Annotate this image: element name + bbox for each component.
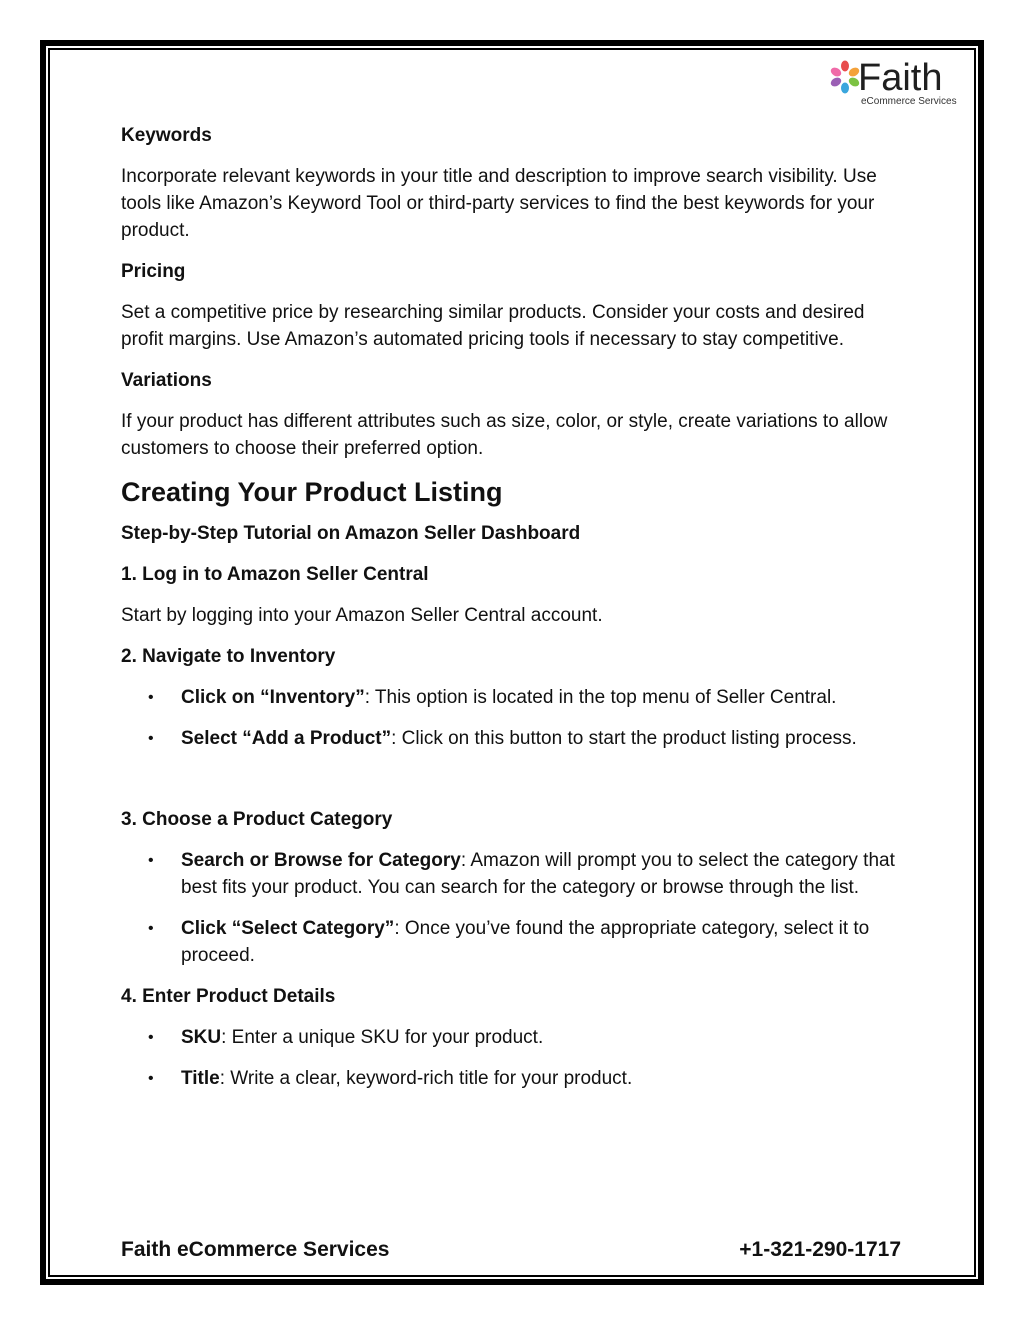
list-item: [121, 1065, 911, 1092]
list-item: [121, 684, 911, 711]
listing-subtitle: Step-by-Step Tutorial on Amazon Seller Dashboard: [121, 523, 581, 544]
flower-logo-icon: [830, 60, 860, 94]
list-item: [121, 847, 911, 901]
bullet-icon: •: [148, 730, 154, 747]
list-item-text: : Write a clear, keyword-rich title for your product.: [219, 1068, 633, 1089]
keywords-paragraph: Incorporate relevant keywords in your title and description to improve search visibility. Use tools like Amazon’s Keyword Tool or third-party services to find the best keywords for your product.: [121, 166, 877, 241]
list-item: [121, 725, 911, 752]
list-item-text: : Enter a unique SKU for your product.: [221, 1027, 544, 1048]
step2-heading: 2. Navigate to Inventory: [121, 646, 336, 667]
list-item: [121, 1024, 911, 1051]
step4-list: [121, 1024, 911, 1092]
step2-list: [121, 684, 911, 752]
pricing-paragraph: Set a competitive price by researching similar products. Consider your costs and desired profit margins. Use Amazon’s automated pricing tools if necessary to stay competitive.: [121, 302, 865, 350]
footer-phone-number: +1-321-290-1717: [739, 1238, 901, 1261]
document-body: [121, 122, 911, 1106]
footer-company-name: Faith eCommerce Services: [121, 1238, 390, 1261]
pricing-heading: Pricing: [121, 261, 186, 282]
list-item-text: : Click on this button to start the product listing process.: [391, 728, 857, 749]
list-item-bold: SKU: [181, 1027, 222, 1048]
step4-heading: 4. Enter Product Details: [121, 986, 336, 1007]
keywords-heading: Keywords: [121, 125, 212, 146]
bullet-icon: •: [148, 1070, 154, 1087]
bullet-icon: •: [148, 920, 154, 937]
step1-paragraph: Start by logging into your Amazon Seller Central account.: [121, 605, 603, 626]
list-item: [121, 915, 911, 969]
list-item-bold: Title: [181, 1068, 220, 1089]
variations-paragraph: If your product has different attributes such as size, color, or style, create variations to allow customers to choose their preferred option.: [121, 411, 888, 459]
listing-title: Creating Your Product Listing: [121, 477, 503, 507]
bullet-icon: •: [148, 852, 154, 869]
step3-list: [121, 847, 911, 969]
blank-line: [121, 766, 911, 806]
page-footer: [121, 1238, 901, 1268]
variations-heading: Variations: [121, 370, 212, 391]
list-item-text: : Once you’ve found the appropriate category, select it to proceed.: [181, 918, 870, 966]
step3-heading: 3. Choose a Product Category: [121, 809, 393, 830]
logo-tagline: eCommerce Services: [861, 96, 957, 107]
faith-logo: [830, 57, 960, 110]
list-item-text: : This option is located in the top menu of Seller Central.: [364, 687, 837, 708]
step1-heading: 1. Log in to Amazon Seller Central: [121, 564, 429, 585]
list-item-bold: Select “Add a Product”: [181, 728, 392, 749]
list-item-text: : Amazon will prompt you to select the category that best fits your product. You can search for the category or browse through the list.: [181, 850, 895, 898]
bullet-icon: •: [148, 1029, 154, 1046]
bullet-icon: •: [148, 689, 154, 706]
list-item-bold: Click on “Inventory”: [181, 687, 365, 708]
logo-wordmark: Faith: [858, 57, 943, 99]
list-item-bold: Click “Select Category”: [181, 918, 395, 939]
list-item-bold: Search or Browse for Category: [181, 850, 461, 871]
